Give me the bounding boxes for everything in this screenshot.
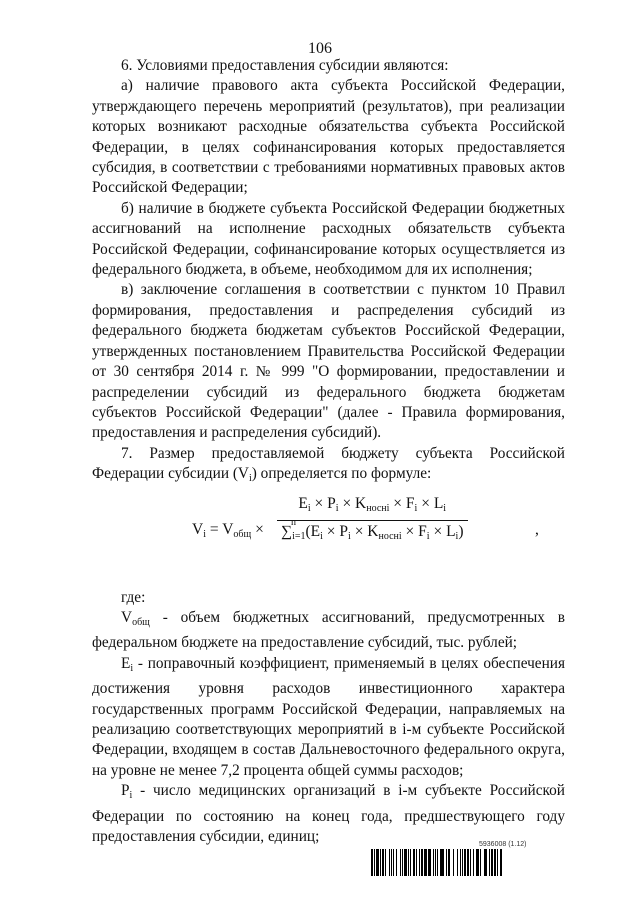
paragraph-a: а) наличие правового акта субъекта Российской Федерации, утверждающего перечень мероприятий (результатов), при реализации которых возникают расходные обязательства субъекта Российской Федерации, в целях софинансирования которых предоставляется субсидия, в соответствии с требованиями нормативных правовых актов Российской Федерации; — [92, 77, 565, 197]
subsidy-formula — [92, 490, 565, 582]
definition-v: $V_{общ}$ - объем бюджетных ассигнований, предусмотренных в федеральном бюджете на предоставление субсидий, тыс. рублей; — [92, 608, 565, 652]
document-footer — [371, 841, 627, 876]
fraction-bar — [277, 520, 468, 521]
barcode-bar — [502, 849, 503, 876]
footer-code: 5936008 (1.12) — [479, 841, 527, 848]
definition-e: $E_i$ - поправочный коэффициент, применяемый в целях обеспечения достижения уровня расходов инвестиционного характера государственных программ Российской Федерации, направляемых на реализацию соответствующих мероприятий в i-м субъекте Российской Федерации, входящем в состав Дальневосточного федерального округа, на уровне не менее 7,2 процента общей суммы расходов; — [92, 654, 565, 779]
page-number: 106 — [308, 40, 332, 57]
paragraph-7-text: 7. Размер предоставляемой бюджету субъекта Российской Федерации субсидии (V — [92, 444, 565, 483]
paragraph-6: 6. Условиями предоставления субсидии являются: — [121, 57, 449, 74]
sum-sign: n $\sum_{i=1}$ — [281, 516, 306, 542]
formula-fraction — [277, 494, 468, 548]
formula-denominator: n $\sum_{i=1}(E_i \times P_i \times K_{носнi} \times F_i \times L_i)$ — [277, 522, 468, 547]
formula-numerator: $E_i \times P_i \times K_{носнi} \times F_i \times L_i$ — [298, 494, 447, 514]
formula-comma: , — [535, 520, 539, 538]
formula-lhs: $V_i = V_{общ}$ × — [192, 520, 264, 540]
paragraph-b: б) наличие в бюджете субъекта Российской Федерации бюджетных ассигнований на исполнение расходных обязательств субъекта Российской Федерации, софинансирование которых осуществляется из федерального бюджета, в объеме, необходимом для их исполнения; — [92, 199, 565, 279]
document-body — [92, 56, 565, 847]
definition-p: $P_i$ - число медицинских организаций в i-м субъекте Российской Федерации по состоянию на конец года, предшествующего году предоставления субсидии, единиц; — [92, 782, 565, 845]
paragraph-v: в) заключение соглашения в соответствии с пунктом 10 Правил формирования, предоставления и распределения субсидий из федерального бюджета бюджетам субъектов Российской Федерации, утвержденных постановлением Правительства Российской Федерации от 30 сентября 2014 г. № 999 "О формировании, предоставлении и распределении субсидий из федерального бюджета бюджетам субъектов Российской Федерации" (далее - Правила формирования, предоставления и распределения субсидий). — [92, 281, 565, 442]
where-label: где: — [121, 588, 146, 606]
barcode — [371, 849, 627, 876]
paragraph-7: 7. Размер предоставляемой бюджету субъекта Российской Федерации субсидии $(V_i)$ определяется по формуле: — [92, 444, 565, 485]
paragraph-7-tail: ) определяется по формуле: — [251, 465, 432, 483]
